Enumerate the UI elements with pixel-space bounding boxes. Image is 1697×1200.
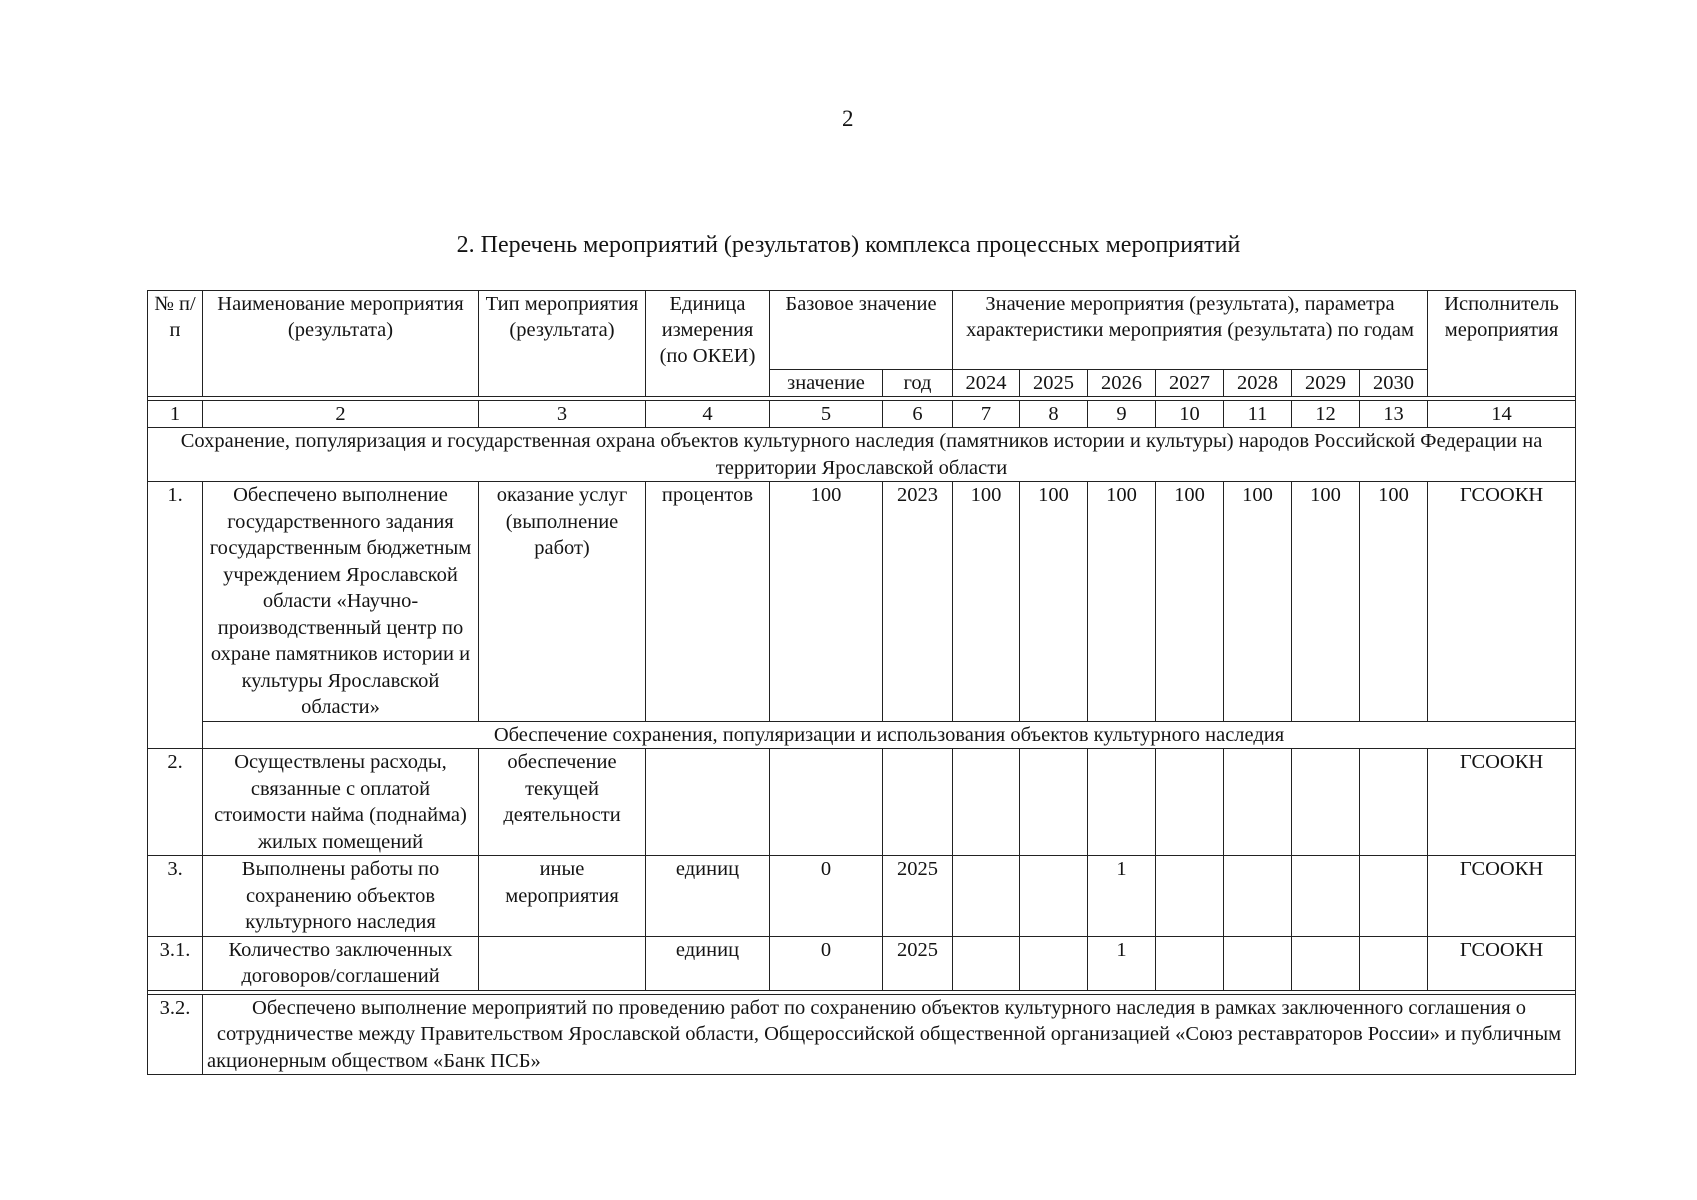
- row-value: 100: [1088, 482, 1156, 722]
- column-number: 13: [1360, 401, 1428, 428]
- row-base-value: 0: [770, 936, 883, 990]
- section-gap-cell: [148, 721, 203, 749]
- table-row: [148, 749, 1576, 856]
- row-name: Количество заключенных договоров/соглашений: [203, 936, 479, 990]
- row-base-year: 2025: [883, 856, 953, 937]
- row-exec: ГСООКН: [1428, 482, 1576, 722]
- row-value: 100: [1020, 482, 1088, 722]
- column-number: 12: [1292, 401, 1360, 428]
- row-value: [1224, 936, 1292, 990]
- column-numbers-row: [148, 401, 1576, 428]
- row-value: [953, 936, 1020, 990]
- row-value: 1: [1088, 936, 1156, 990]
- column-number: 10: [1156, 401, 1224, 428]
- row-unit: единиц: [646, 936, 770, 990]
- column-number: 9: [1088, 401, 1156, 428]
- row-name: Осуществлены расходы, связанные с оплатой стоимости найма (поднайма) жилых помещений: [203, 749, 479, 856]
- page-number: 2: [842, 106, 854, 131]
- table-row: [148, 482, 1576, 722]
- row-value: [1020, 749, 1088, 856]
- row-number: 3.: [148, 856, 203, 937]
- row-value: [1224, 749, 1292, 856]
- row-type: иные мероприятия: [479, 856, 646, 937]
- row-value: [1156, 749, 1224, 856]
- row-value: [1292, 856, 1360, 937]
- row-unit: [646, 749, 770, 856]
- row-name: Обеспечено выполнение государственного задания государственным бюджетным учреждением Ярославской области «Научно-производственный центр по охране памятников истории и культуры Ярославской области»: [203, 482, 479, 722]
- header-year: 2030: [1360, 370, 1428, 397]
- row-exec: ГСООКН: [1428, 856, 1576, 937]
- row-number: 2.: [148, 749, 203, 856]
- row-value: [1020, 936, 1088, 990]
- header-year: 2027: [1156, 370, 1224, 397]
- column-number: 8: [1020, 401, 1088, 428]
- column-number: 6: [883, 401, 953, 428]
- measures-table: [147, 290, 1576, 1075]
- row-value: [1360, 856, 1428, 937]
- section-row: [148, 721, 1576, 749]
- column-number: 1: [148, 401, 203, 428]
- row-exec: ГСООКН: [1428, 936, 1576, 990]
- header-year: 2025: [1020, 370, 1088, 397]
- row-base-value: [770, 749, 883, 856]
- header-year: 2029: [1292, 370, 1360, 397]
- row-number: 3.2.: [148, 994, 203, 1075]
- row-value: [1088, 749, 1156, 856]
- row-value: 100: [1292, 482, 1360, 722]
- row-number: 1.: [148, 482, 203, 722]
- row-type: [479, 936, 646, 990]
- column-number: 2: [203, 401, 479, 428]
- header-row: [148, 291, 1576, 370]
- header-unit: Единица измерения (по ОКЕИ): [646, 291, 770, 397]
- column-number: 3: [479, 401, 646, 428]
- row-base-year: 2023: [883, 482, 953, 722]
- row-value: 100: [1360, 482, 1428, 722]
- row-value: [1224, 856, 1292, 937]
- row-base-value: 100: [770, 482, 883, 722]
- row-number: 3.1.: [148, 936, 203, 990]
- row-unit: единиц: [646, 856, 770, 937]
- row-base-year: [883, 749, 953, 856]
- row-value: [953, 749, 1020, 856]
- section-row: [148, 428, 1576, 482]
- row-value: 100: [953, 482, 1020, 722]
- header-year: 2028: [1224, 370, 1292, 397]
- row-value: 100: [1224, 482, 1292, 722]
- header-base-value: значение: [770, 370, 883, 397]
- row-value: [1156, 936, 1224, 990]
- header-type: Тип мероприятия (результата): [479, 291, 646, 397]
- row-value: 1: [1088, 856, 1156, 937]
- column-number: 4: [646, 401, 770, 428]
- table-row: [148, 856, 1576, 937]
- table-row: [148, 936, 1576, 990]
- row-value: [1360, 936, 1428, 990]
- row-value: 100: [1156, 482, 1224, 722]
- row-exec: ГСООКН: [1428, 749, 1576, 856]
- section-title-2: Обеспечение сохранения, популяризации и использования объектов культурного наследия: [203, 721, 1576, 749]
- row-value: [1020, 856, 1088, 937]
- header-values: Значение мероприятия (результата), параметра характеристики мероприятия (результата) по годам: [953, 291, 1428, 370]
- row-name: Выполнены работы по сохранению объектов культурного наследия: [203, 856, 479, 937]
- column-number: 5: [770, 401, 883, 428]
- row-value: [1156, 856, 1224, 937]
- header-base-year: год: [883, 370, 953, 397]
- column-number: 7: [953, 401, 1020, 428]
- row-wide-text: Обеспечено выполнение мероприятий по проведению работ по сохранению объектов культурного наследия в рамках заключенного соглашения о сотрудничестве между Правительством Ярославской области, Общероссийской общественной организацией «Союз реставраторов России» и публичным акционерным обществом «Банк ПСБ»: [203, 994, 1576, 1075]
- row-type: оказание услуг (выполнение работ): [479, 482, 646, 722]
- row-value: [1292, 749, 1360, 856]
- row-base-year: 2025: [883, 936, 953, 990]
- header-no: № п/п: [148, 291, 203, 397]
- header-name: Наименование мероприятия (результата): [203, 291, 479, 397]
- row-value: [953, 856, 1020, 937]
- header-base: Базовое значение: [770, 291, 953, 370]
- document-title: 2. Перечень мероприятий (результатов) комплекса процессных мероприятий: [456, 232, 1241, 258]
- header-year: 2026: [1088, 370, 1156, 397]
- header-year: 2024: [953, 370, 1020, 397]
- row-value: [1360, 749, 1428, 856]
- header-exec: Исполнитель мероприятия: [1428, 291, 1576, 397]
- column-number: 14: [1428, 401, 1576, 428]
- row-type: обеспечение текущей деятельности: [479, 749, 646, 856]
- section-title-1: Сохранение, популяризация и государственная охрана объектов культурного наследия (памятников истории и культуры) народов Российской Федерации на территории Ярославской области: [148, 428, 1576, 482]
- column-number: 11: [1224, 401, 1292, 428]
- table-row: [148, 994, 1576, 1075]
- row-base-value: 0: [770, 856, 883, 937]
- row-unit: процентов: [646, 482, 770, 722]
- row-value: [1292, 936, 1360, 990]
